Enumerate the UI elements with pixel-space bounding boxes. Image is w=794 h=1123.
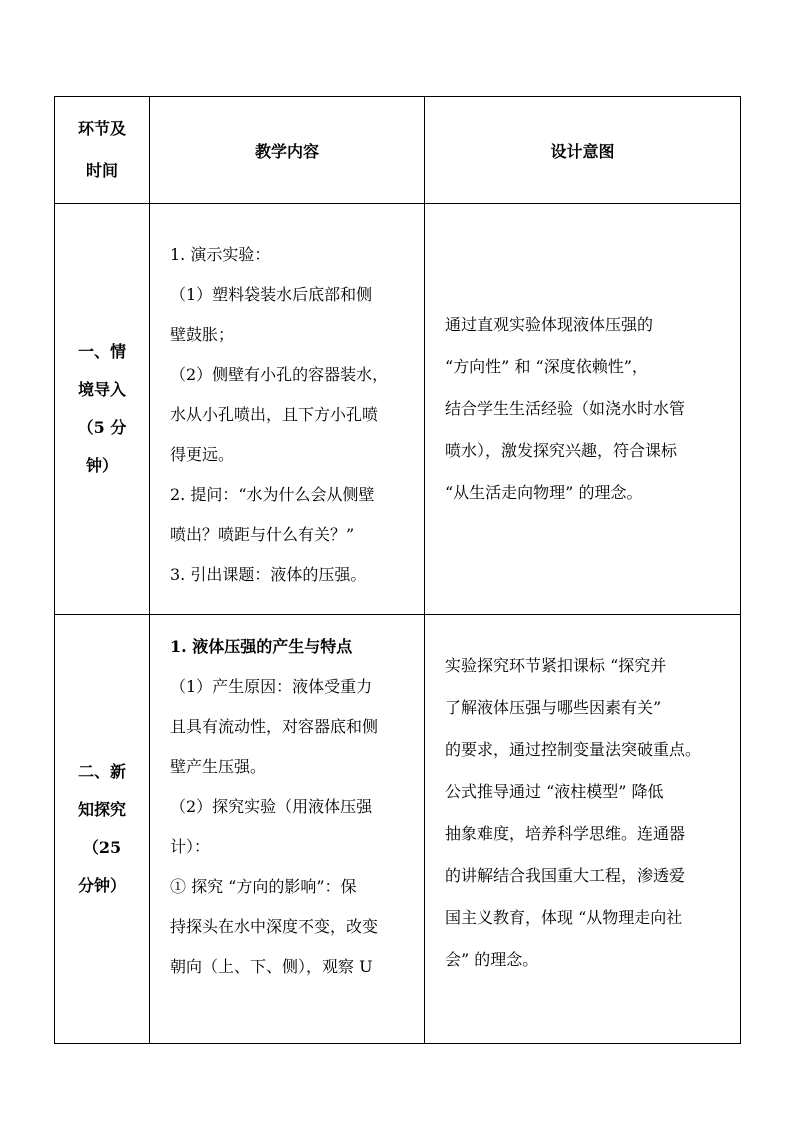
- intent-line: 喷水），激发探究兴趣，符合课标: [445, 441, 678, 460]
- stage-line: 一、情: [77, 342, 126, 361]
- intent-cell: [425, 615, 741, 1044]
- content-line: 得更远。: [170, 445, 235, 464]
- content-line: 1. 演示实验：: [170, 245, 271, 264]
- intent-line: 实验探究环节紧扣课标 “探究并: [445, 656, 667, 675]
- header-content: 教学内容: [150, 97, 425, 204]
- content-line: 壁产生压强。: [170, 757, 267, 776]
- intent-line: 通过直观实验体现液体压强的: [445, 315, 654, 334]
- content-line: 3. 引出课题：液体的压强。: [170, 565, 367, 584]
- content-line: 水从小孔喷出，且下方小孔喷: [170, 405, 379, 424]
- intent-line: 的要求，通过控制变量法突破重点。: [445, 740, 702, 759]
- lesson-plan-table: [54, 96, 741, 1044]
- table-row: [55, 615, 741, 1044]
- content-line: （1）塑料袋装水后底部和侧: [170, 285, 373, 304]
- stage-line: （5 分: [77, 418, 127, 437]
- intent-line: 结合学生生活经验（如浇水时水管: [445, 399, 686, 418]
- content-line: 计）：: [170, 837, 211, 856]
- intent-line: 会” 的理念。: [445, 950, 539, 969]
- stage-line: 钟）: [85, 456, 118, 475]
- content-line: 朝向（上、下、侧），观察 U: [170, 957, 373, 976]
- content-heading: 1. 液体压强的产生与特点: [170, 637, 353, 656]
- intent-line: 公式推导通过 “液柱模型” 降低: [445, 782, 664, 801]
- stage-line: 二、新: [77, 762, 126, 781]
- content-line: ① 探究 “方向的影响”：保: [170, 877, 357, 896]
- content-line: 2. 提问：“水为什么会从侧壁: [170, 485, 375, 504]
- content-line: 持探头在水中深度不变，改变: [170, 917, 379, 936]
- content-line: 且具有流动性，对容器底和侧: [170, 717, 379, 736]
- header-stage-line2: 时间: [85, 161, 118, 180]
- content-cell: [150, 204, 425, 615]
- stage-line: 分钟）: [77, 876, 126, 895]
- content-line: （1）产生原因：液体受重力: [170, 677, 373, 696]
- header-stage-time: [55, 97, 150, 204]
- content-line: 壁鼓胀；: [170, 325, 235, 344]
- stage-line: 境导入: [77, 380, 126, 399]
- stage-line: （25: [82, 838, 122, 857]
- intent-line: 抽象难度，培养科学思维。连通器: [445, 824, 686, 843]
- content-cell: [150, 615, 425, 1044]
- stage-cell: [55, 615, 150, 1044]
- content-line: （2）探究实验（用液体压强: [170, 797, 373, 816]
- table-row: [55, 204, 741, 615]
- header-intent: 设计意图: [425, 97, 741, 204]
- intent-line: “方向性” 和 “深度依赖性”，: [445, 357, 648, 376]
- stage-cell: [55, 204, 150, 615]
- stage-line: 知探究: [77, 800, 126, 819]
- intent-line: “从生活走向物理” 的理念。: [445, 483, 643, 502]
- header-row: [55, 97, 741, 204]
- intent-line: 了解液体压强与哪些因素有关”: [445, 698, 662, 717]
- content-line: 喷出？喷距与什么有关？”: [170, 525, 355, 544]
- intent-line: 国主义教育，体现 “从物理走向社: [445, 908, 683, 927]
- content-line: （2）侧壁有小孔的容器装水，: [170, 365, 389, 384]
- header-stage-line1: 环节及: [77, 119, 126, 138]
- intent-line: 的讲解结合我国重大工程，渗透爱: [445, 866, 686, 885]
- intent-cell: [425, 204, 741, 615]
